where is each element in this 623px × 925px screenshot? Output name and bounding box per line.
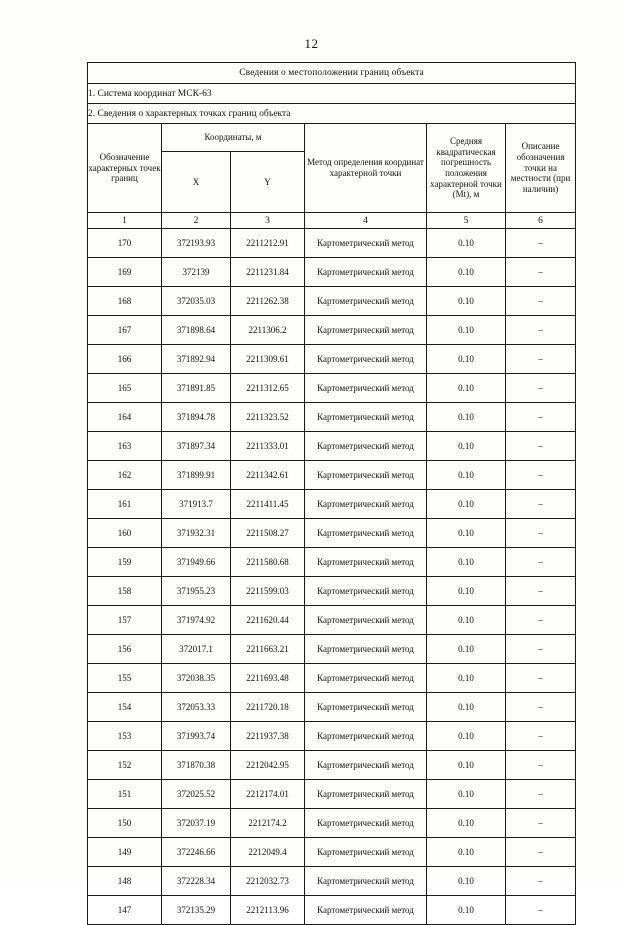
header-method: Метод определения координат характерной точки [305, 124, 427, 213]
cell-coord-y: 2211323.52 [231, 403, 305, 432]
cell-description: – [506, 809, 576, 838]
cell-method: Картометрический метод [305, 461, 427, 490]
header-coord-y: Y [231, 152, 305, 213]
cell-coord-y: 2211333.01 [231, 432, 305, 461]
table-row [88, 867, 576, 896]
cell-error: 0.10 [427, 780, 506, 809]
cell-method: Картометрический метод [305, 606, 427, 635]
cell-description: – [506, 548, 576, 577]
cell-coord-y: 2211306.2 [231, 316, 305, 345]
cell-coord-x: 371932.31 [162, 519, 231, 548]
table-row [88, 374, 576, 403]
cell-method: Картометрический метод [305, 635, 427, 664]
header-coord-x: X [162, 152, 231, 213]
cell-method: Картометрический метод [305, 490, 427, 519]
cell-coord-y: 2211720.18 [231, 693, 305, 722]
header-row-top [88, 124, 576, 152]
cell-error: 0.10 [427, 838, 506, 867]
cell-method: Картометрический метод [305, 432, 427, 461]
cell-description: – [506, 780, 576, 809]
cell-point-designation: 150 [88, 809, 162, 838]
cell-error: 0.10 [427, 345, 506, 374]
table-row [88, 577, 576, 606]
cell-description: – [506, 867, 576, 896]
cell-coord-y: 2211599.03 [231, 577, 305, 606]
cell-point-designation: 148 [88, 867, 162, 896]
cell-method: Картометрический метод [305, 316, 427, 345]
cell-method: Картометрический метод [305, 519, 427, 548]
cell-coord-y: 2212049.4 [231, 838, 305, 867]
cell-method: Картометрический метод [305, 548, 427, 577]
table-row [88, 229, 576, 258]
cell-method: Картометрический метод [305, 693, 427, 722]
cell-coord-x: 371993.74 [162, 722, 231, 751]
cell-error: 0.10 [427, 751, 506, 780]
section-points-info: 2. Сведения о характерных точках границ объекта [88, 104, 576, 124]
table-row [88, 635, 576, 664]
cell-coord-x: 371870.38 [162, 751, 231, 780]
column-number-3: 3 [231, 213, 305, 229]
cell-description: – [506, 635, 576, 664]
cell-method: Картометрический метод [305, 780, 427, 809]
cell-error: 0.10 [427, 374, 506, 403]
cell-method: Картометрический метод [305, 664, 427, 693]
cell-error: 0.10 [427, 258, 506, 287]
cell-coord-x: 371892.94 [162, 345, 231, 374]
cell-method: Картометрический метод [305, 809, 427, 838]
cell-point-designation: 155 [88, 664, 162, 693]
cell-coord-y: 2211231.84 [231, 258, 305, 287]
cell-coord-x: 372017.1 [162, 635, 231, 664]
cell-method: Картометрический метод [305, 345, 427, 374]
cell-method: Картометрический метод [305, 374, 427, 403]
cell-error: 0.10 [427, 896, 506, 925]
cell-coord-y: 2211342.61 [231, 461, 305, 490]
table-row [88, 838, 576, 867]
cell-coord-x: 372228.34 [162, 867, 231, 896]
cell-description: – [506, 287, 576, 316]
boundary-points-table [87, 62, 576, 925]
section-2-row [88, 104, 576, 124]
cell-coord-y: 2212174.2 [231, 809, 305, 838]
table-row [88, 780, 576, 809]
cell-error: 0.10 [427, 606, 506, 635]
document-banner-title: Сведения о местоположении границ объекта [88, 63, 576, 84]
cell-error: 0.10 [427, 490, 506, 519]
cell-method: Картометрический метод [305, 867, 427, 896]
cell-coord-x: 372193.93 [162, 229, 231, 258]
cell-description: – [506, 432, 576, 461]
cell-coord-y: 2211937.38 [231, 722, 305, 751]
cell-description: – [506, 374, 576, 403]
cell-coord-y: 2211693.48 [231, 664, 305, 693]
table-row [88, 693, 576, 722]
cell-coord-x: 372135.29 [162, 896, 231, 925]
column-number-2: 2 [162, 213, 231, 229]
cell-point-designation: 168 [88, 287, 162, 316]
cell-point-designation: 165 [88, 374, 162, 403]
header-error: Средняя квадратическая погрешность положения характерной точки (Мt), м [427, 124, 506, 213]
table-row [88, 432, 576, 461]
cell-method: Картометрический метод [305, 229, 427, 258]
section-coordinate-system: 1. Система координат МСК-63 [88, 84, 576, 104]
cell-coord-x: 372037.19 [162, 809, 231, 838]
cell-coord-y: 2211411.45 [231, 490, 305, 519]
cell-error: 0.10 [427, 316, 506, 345]
cell-description: – [506, 722, 576, 751]
table-row [88, 664, 576, 693]
cell-description: – [506, 606, 576, 635]
cell-point-designation: 160 [88, 519, 162, 548]
cell-coord-x: 371894.78 [162, 403, 231, 432]
table-row [88, 461, 576, 490]
cell-method: Картометрический метод [305, 403, 427, 432]
cell-point-designation: 147 [88, 896, 162, 925]
cell-description: – [506, 896, 576, 925]
cell-coord-x: 371897.34 [162, 432, 231, 461]
cell-coord-y: 2211309.61 [231, 345, 305, 374]
table-row [88, 316, 576, 345]
cell-description: – [506, 316, 576, 345]
cell-description: – [506, 519, 576, 548]
banner-row [88, 63, 576, 84]
cell-coord-y: 2211580.68 [231, 548, 305, 577]
cell-coord-x: 371949.66 [162, 548, 231, 577]
table-body [88, 63, 576, 925]
cell-coord-y: 2211620.44 [231, 606, 305, 635]
cell-coord-x: 372139 [162, 258, 231, 287]
column-number-5: 5 [427, 213, 506, 229]
cell-error: 0.10 [427, 867, 506, 896]
cell-error: 0.10 [427, 229, 506, 258]
cell-point-designation: 163 [88, 432, 162, 461]
cell-coord-x: 371955.23 [162, 577, 231, 606]
header-point-designation: Обозначение характерных точек границ [88, 124, 162, 213]
cell-error: 0.10 [427, 664, 506, 693]
cell-method: Картометрический метод [305, 751, 427, 780]
table-row [88, 519, 576, 548]
table-row [88, 722, 576, 751]
section-1-row [88, 84, 576, 104]
cell-point-designation: 161 [88, 490, 162, 519]
cell-coord-y: 2211312.65 [231, 374, 305, 403]
table-row [88, 548, 576, 577]
cell-point-designation: 166 [88, 345, 162, 374]
cell-error: 0.10 [427, 403, 506, 432]
cell-coord-y: 2212174.01 [231, 780, 305, 809]
table-row [88, 751, 576, 780]
cell-point-designation: 153 [88, 722, 162, 751]
column-number-6: 6 [506, 213, 576, 229]
cell-coord-y: 2212042.95 [231, 751, 305, 780]
table-row [88, 606, 576, 635]
header-coordinates-group: Координаты, м [162, 124, 305, 152]
cell-point-designation: 156 [88, 635, 162, 664]
column-number-1: 1 [88, 213, 162, 229]
cell-point-designation: 167 [88, 316, 162, 345]
column-number-4: 4 [305, 213, 427, 229]
cell-point-designation: 151 [88, 780, 162, 809]
cell-point-designation: 159 [88, 548, 162, 577]
cell-point-designation: 158 [88, 577, 162, 606]
table-row [88, 287, 576, 316]
cell-point-designation: 152 [88, 751, 162, 780]
cell-coord-x: 371899.91 [162, 461, 231, 490]
cell-error: 0.10 [427, 809, 506, 838]
cell-description: – [506, 461, 576, 490]
cell-coord-x: 371913.7 [162, 490, 231, 519]
cell-method: Картометрический метод [305, 722, 427, 751]
cell-error: 0.10 [427, 577, 506, 606]
cell-point-designation: 162 [88, 461, 162, 490]
table-row [88, 896, 576, 925]
cell-description: – [506, 490, 576, 519]
cell-point-designation: 164 [88, 403, 162, 432]
table-row [88, 490, 576, 519]
header-description: Описание обозначения точки на местности (при наличии) [506, 124, 576, 213]
cell-coord-y: 2211212.91 [231, 229, 305, 258]
cell-method: Картометрический метод [305, 838, 427, 867]
cell-point-designation: 157 [88, 606, 162, 635]
cell-coord-x: 372246.66 [162, 838, 231, 867]
cell-error: 0.10 [427, 693, 506, 722]
page-number: 12 [304, 36, 319, 51]
table-row [88, 403, 576, 432]
cell-description: – [506, 258, 576, 287]
cell-coord-y: 2211262.38 [231, 287, 305, 316]
cell-error: 0.10 [427, 519, 506, 548]
cell-point-designation: 170 [88, 229, 162, 258]
cell-method: Картометрический метод [305, 577, 427, 606]
cell-error: 0.10 [427, 287, 506, 316]
cell-coord-x: 371891.85 [162, 374, 231, 403]
cell-error: 0.10 [427, 635, 506, 664]
table-row [88, 809, 576, 838]
cell-coord-y: 2211508.27 [231, 519, 305, 548]
table-row [88, 345, 576, 374]
column-number-row [88, 213, 576, 229]
cell-coord-x: 372035.03 [162, 287, 231, 316]
cell-error: 0.10 [427, 722, 506, 751]
cell-coord-x: 371898.64 [162, 316, 231, 345]
cell-coord-x: 372038.35 [162, 664, 231, 693]
cell-description: – [506, 229, 576, 258]
cell-description: – [506, 838, 576, 867]
cell-description: – [506, 693, 576, 722]
cell-description: – [506, 345, 576, 374]
cell-error: 0.10 [427, 548, 506, 577]
cell-coord-y: 2212032.73 [231, 867, 305, 896]
cell-description: – [506, 751, 576, 780]
cell-point-designation: 154 [88, 693, 162, 722]
cell-coord-x: 371974.92 [162, 606, 231, 635]
cell-coord-x: 372053.33 [162, 693, 231, 722]
cell-point-designation: 149 [88, 838, 162, 867]
cell-description: – [506, 664, 576, 693]
cell-error: 0.10 [427, 432, 506, 461]
cell-method: Картометрический метод [305, 258, 427, 287]
cell-coord-x: 372025.52 [162, 780, 231, 809]
cell-coord-y: 2212113.96 [231, 896, 305, 925]
cell-coord-y: 2211663.21 [231, 635, 305, 664]
cell-point-designation: 169 [88, 258, 162, 287]
cell-error: 0.10 [427, 461, 506, 490]
cell-method: Картометрический метод [305, 287, 427, 316]
table-row [88, 258, 576, 287]
cell-description: – [506, 403, 576, 432]
cell-method: Картометрический метод [305, 896, 427, 925]
cell-description: – [506, 577, 576, 606]
